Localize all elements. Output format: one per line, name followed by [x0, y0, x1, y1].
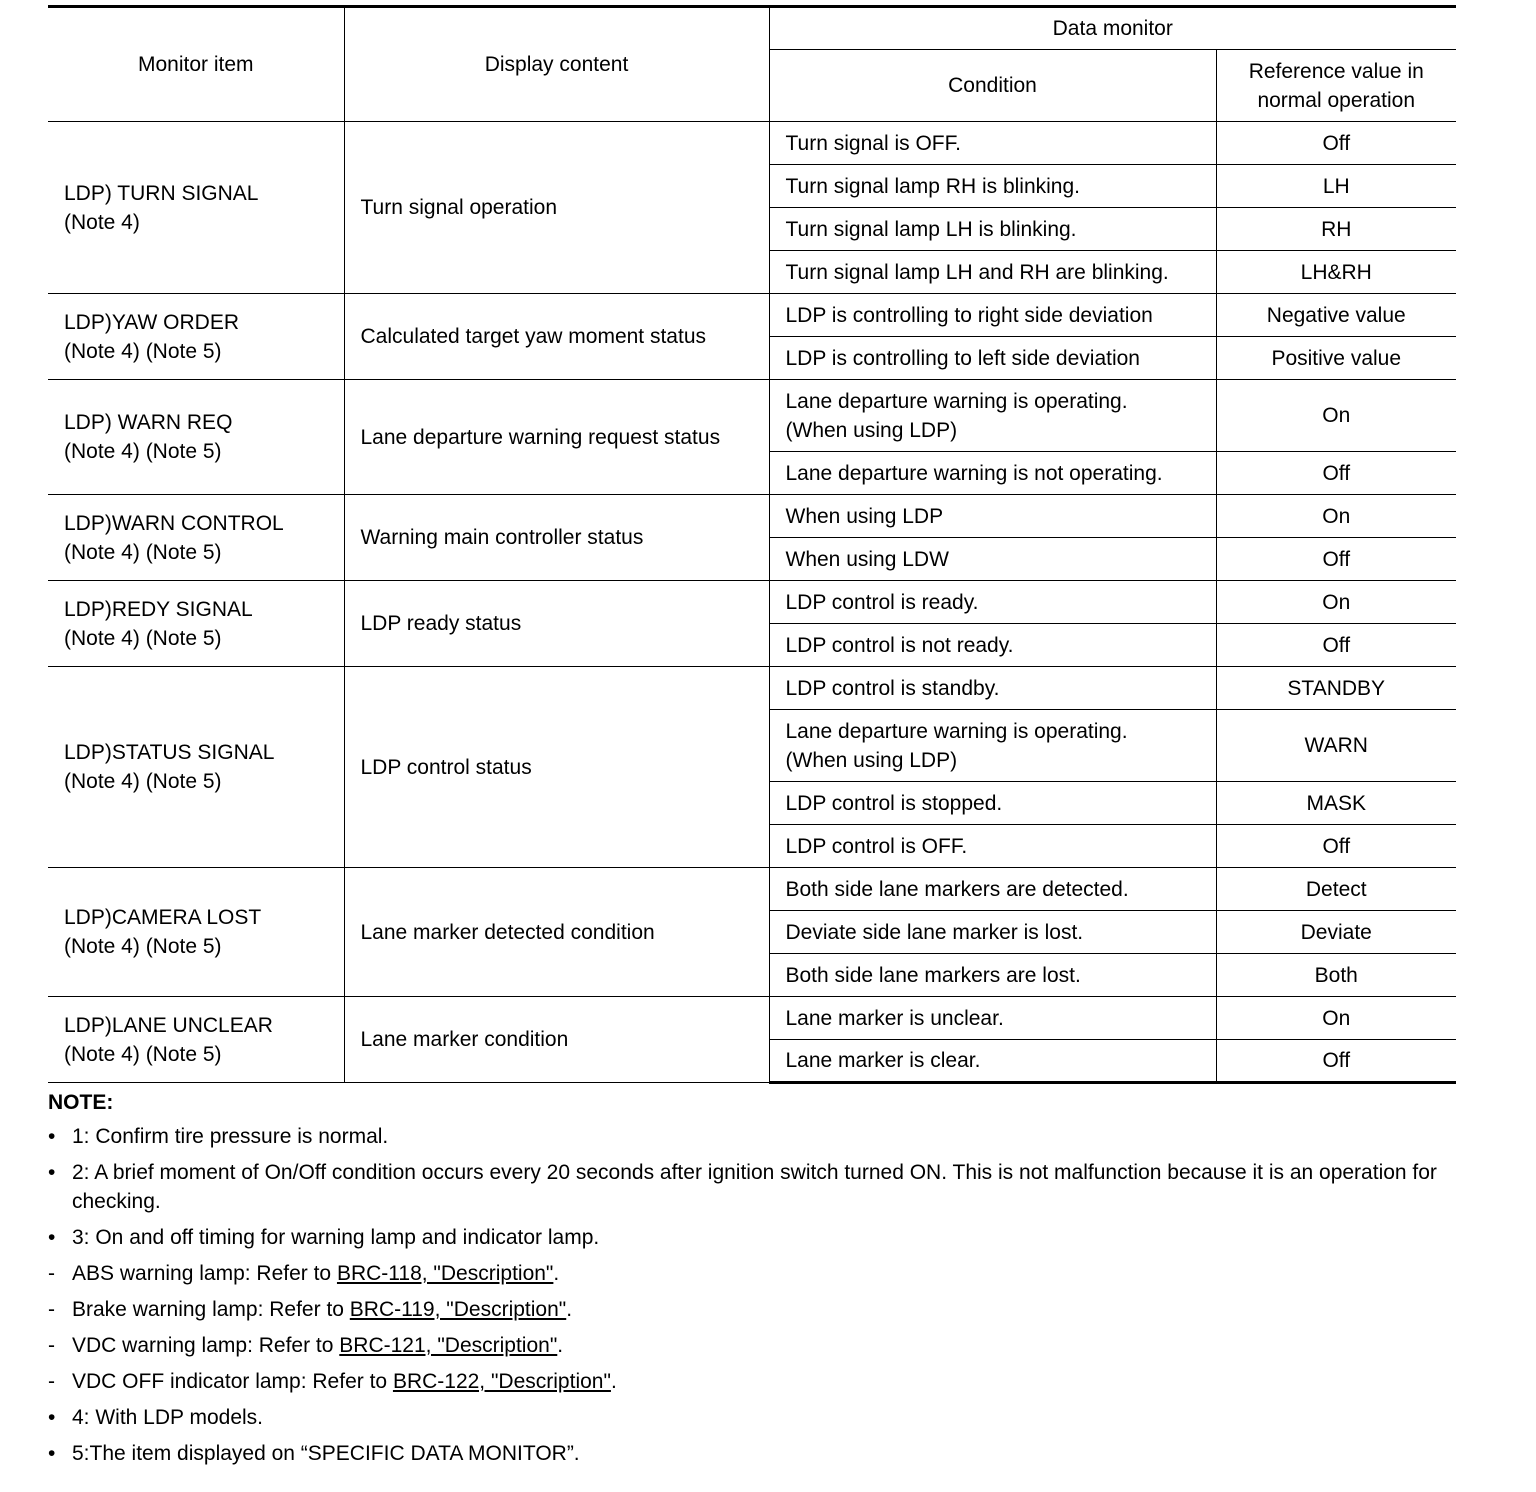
monitor-item-note: (Note 4) (Note 5) [64, 540, 222, 564]
note-text-suffix: . [557, 1334, 564, 1357]
reference-value-cell: Off [1216, 452, 1456, 495]
monitor-item-name: LDP)CAMERA LOST [64, 906, 262, 929]
monitor-item-name: LDP)WARN CONTROL [64, 511, 284, 535]
condition-cell: Lane marker is clear. [769, 1040, 1216, 1083]
monitor-item-cell [48, 667, 344, 868]
reference-value-cell: MASK [1216, 782, 1456, 825]
condition-cell: LDP control is OFF. [769, 825, 1216, 868]
display-content-cell: LDP control status [344, 667, 769, 868]
note-text: 1: Confirm tire pressure is normal. [72, 1125, 389, 1148]
note-text-suffix: . [610, 1370, 617, 1393]
reference-value-cell: Off [1216, 624, 1456, 667]
document-page [48, 5, 1456, 1475]
monitor-item-cell [48, 868, 344, 997]
note-text-suffix: . [566, 1298, 573, 1321]
reference-value-cell: Off [1216, 825, 1456, 868]
reference-value-cell: Off [1216, 1040, 1456, 1083]
reference-value-cell: On [1216, 495, 1456, 538]
table-row [48, 380, 1456, 452]
table-row [48, 122, 1456, 165]
monitor-item-name: LDP)REDY SIGNAL [64, 597, 253, 621]
note-line [48, 1367, 1456, 1396]
dash-icon: - [48, 1370, 55, 1393]
note-line [48, 1439, 1456, 1468]
table-body [48, 122, 1456, 1083]
monitor-item-cell [48, 122, 344, 294]
monitor-item-cell [48, 495, 344, 581]
bullet-icon: • [48, 1161, 56, 1184]
condition-cell: Both side lane markers are detected. [769, 868, 1216, 911]
reference-value-cell: Both [1216, 954, 1456, 997]
note-line [48, 1259, 1456, 1288]
reference-value-cell: On [1216, 997, 1456, 1040]
table-row [48, 294, 1456, 337]
note-text: VDC warning lamp: Refer to [72, 1334, 340, 1357]
condition-cell: Lane departure warning is operating. (When using LDP) [769, 710, 1216, 782]
display-content-cell: Warning main controller status [344, 495, 769, 581]
display-content-cell: Turn signal operation [344, 122, 769, 294]
reference-link[interactable]: BRC-122, "Description" [392, 1370, 611, 1393]
reference-value-cell: Detect [1216, 868, 1456, 911]
monitor-item-cell [48, 581, 344, 667]
condition-cell: LDP is controlling to right side deviation [769, 294, 1216, 337]
header-monitor-item: Monitor item [48, 7, 344, 122]
condition-cell: LDP control is standby. [769, 667, 1216, 710]
condition-cell: LDP is controlling to left side deviation [769, 337, 1216, 380]
condition-cell: Lane departure warning is operating. (When using LDP) [769, 380, 1216, 452]
note-text: Brake warning lamp: Refer to [72, 1298, 350, 1321]
reference-value-cell: On [1216, 581, 1456, 624]
notes-title: NOTE: [48, 1091, 114, 1114]
monitor-item-cell [48, 997, 344, 1083]
note-text-suffix: . [553, 1262, 560, 1285]
bullet-icon: • [48, 1125, 56, 1148]
table-row [48, 868, 1456, 911]
monitor-item-cell [48, 294, 344, 380]
condition-cell: LDP control is not ready. [769, 624, 1216, 667]
monitor-item-note: (Note 4) (Note 5) [64, 770, 222, 793]
reference-link[interactable]: BRC-118, "Description" [336, 1262, 554, 1285]
note-text: 3: On and off timing for warning lamp and indicator lamp. [72, 1226, 600, 1249]
monitor-item-name: LDP)LANE UNCLEAR [64, 1013, 273, 1037]
condition-cell: Deviate side lane marker is lost. [769, 911, 1216, 954]
display-content-cell: Lane marker detected condition [344, 868, 769, 997]
notes-section [48, 1088, 1456, 1468]
display-content-cell: Lane marker condition [344, 997, 769, 1083]
reference-value-cell: RH [1216, 208, 1456, 251]
condition-cell: Turn signal is OFF. [769, 122, 1216, 165]
note-text: VDC OFF indicator lamp: Refer to [72, 1370, 393, 1393]
reference-value-cell: Off [1216, 122, 1456, 165]
note-line [48, 1158, 1456, 1216]
dash-icon: - [48, 1334, 55, 1357]
header-condition: Condition [769, 50, 1216, 122]
note-text: ABS warning lamp: Refer to [72, 1262, 337, 1285]
monitor-item-note: (Note 4) (Note 5) [64, 339, 222, 363]
condition-cell: Turn signal lamp LH is blinking. [769, 208, 1216, 251]
bullet-icon: • [48, 1442, 56, 1465]
note-line [48, 1223, 1456, 1252]
condition-cell: When using LDP [769, 495, 1216, 538]
condition-cell: Lane marker is unclear. [769, 997, 1216, 1040]
bullet-icon: • [48, 1226, 56, 1249]
dash-icon: - [48, 1298, 55, 1321]
monitor-item-note: (Note 4) (Note 5) [64, 935, 222, 958]
monitor-item-name: LDP) WARN REQ [64, 411, 233, 434]
note-text: 4: With LDP models. [72, 1406, 264, 1429]
reference-link[interactable]: BRC-119, "Description" [349, 1298, 567, 1321]
condition-cell: Both side lane markers are lost. [769, 954, 1216, 997]
reference-value-cell: Off [1216, 538, 1456, 581]
condition-cell: When using LDW [769, 538, 1216, 581]
reference-link[interactable]: BRC-121, "Description" [339, 1334, 558, 1357]
display-content-cell: Calculated target yaw moment status [344, 294, 769, 380]
monitor-item-name: LDP)YAW ORDER [64, 310, 240, 334]
monitor-item-name: LDP) TURN SIGNAL [64, 181, 259, 205]
condition-cell: Turn signal lamp RH is blinking. [769, 165, 1216, 208]
reference-value-cell: Negative value [1216, 294, 1456, 337]
display-content-cell: Lane departure warning request status [344, 380, 769, 495]
reference-value-cell: On [1216, 380, 1456, 452]
note-line [48, 1331, 1456, 1360]
notes-list [48, 1122, 1456, 1468]
display-content-cell: LDP ready status [344, 581, 769, 667]
monitor-item-note: (Note 4) [64, 210, 140, 234]
dash-icon: - [48, 1262, 55, 1285]
table-row [48, 581, 1456, 624]
note-text: 2: A brief moment of On/Off condition occurs every 20 seconds after ignition switch turned ON. This is not malfunction because it is an operation for checking. [72, 1161, 1437, 1213]
data-monitor-table [48, 5, 1456, 1084]
table-row [48, 997, 1456, 1040]
reference-value-cell: STANDBY [1216, 667, 1456, 710]
monitor-item-note: (Note 4) (Note 5) [64, 1042, 222, 1066]
note-line [48, 1122, 1456, 1151]
condition-cell: LDP control is stopped. [769, 782, 1216, 825]
table-row [48, 667, 1456, 710]
monitor-item-note: (Note 4) (Note 5) [64, 626, 222, 650]
table-row [48, 495, 1456, 538]
note-line [48, 1403, 1456, 1432]
monitor-item-note: (Note 4) (Note 5) [64, 440, 222, 463]
reference-value-cell: Positive value [1216, 337, 1456, 380]
condition-cell: Turn signal lamp LH and RH are blinking. [769, 251, 1216, 294]
reference-value-cell: LH&RH [1216, 251, 1456, 294]
note-text: 5:The item displayed on “SPECIFIC DATA MONITOR”. [72, 1442, 580, 1465]
condition-cell: LDP control is ready. [769, 581, 1216, 624]
reference-value-cell: WARN [1216, 710, 1456, 782]
header-data-monitor: Data monitor [769, 7, 1456, 50]
monitor-item-cell [48, 380, 344, 495]
reference-value-cell: Deviate [1216, 911, 1456, 954]
note-line [48, 1295, 1456, 1324]
condition-cell: Lane departure warning is not operating. [769, 452, 1216, 495]
reference-value-cell: LH [1216, 165, 1456, 208]
header-display-content: Display content [344, 7, 769, 122]
header-reference-value: Reference value in normal operation [1216, 50, 1456, 122]
monitor-item-name: LDP)STATUS SIGNAL [64, 741, 275, 764]
bullet-icon: • [48, 1406, 56, 1429]
